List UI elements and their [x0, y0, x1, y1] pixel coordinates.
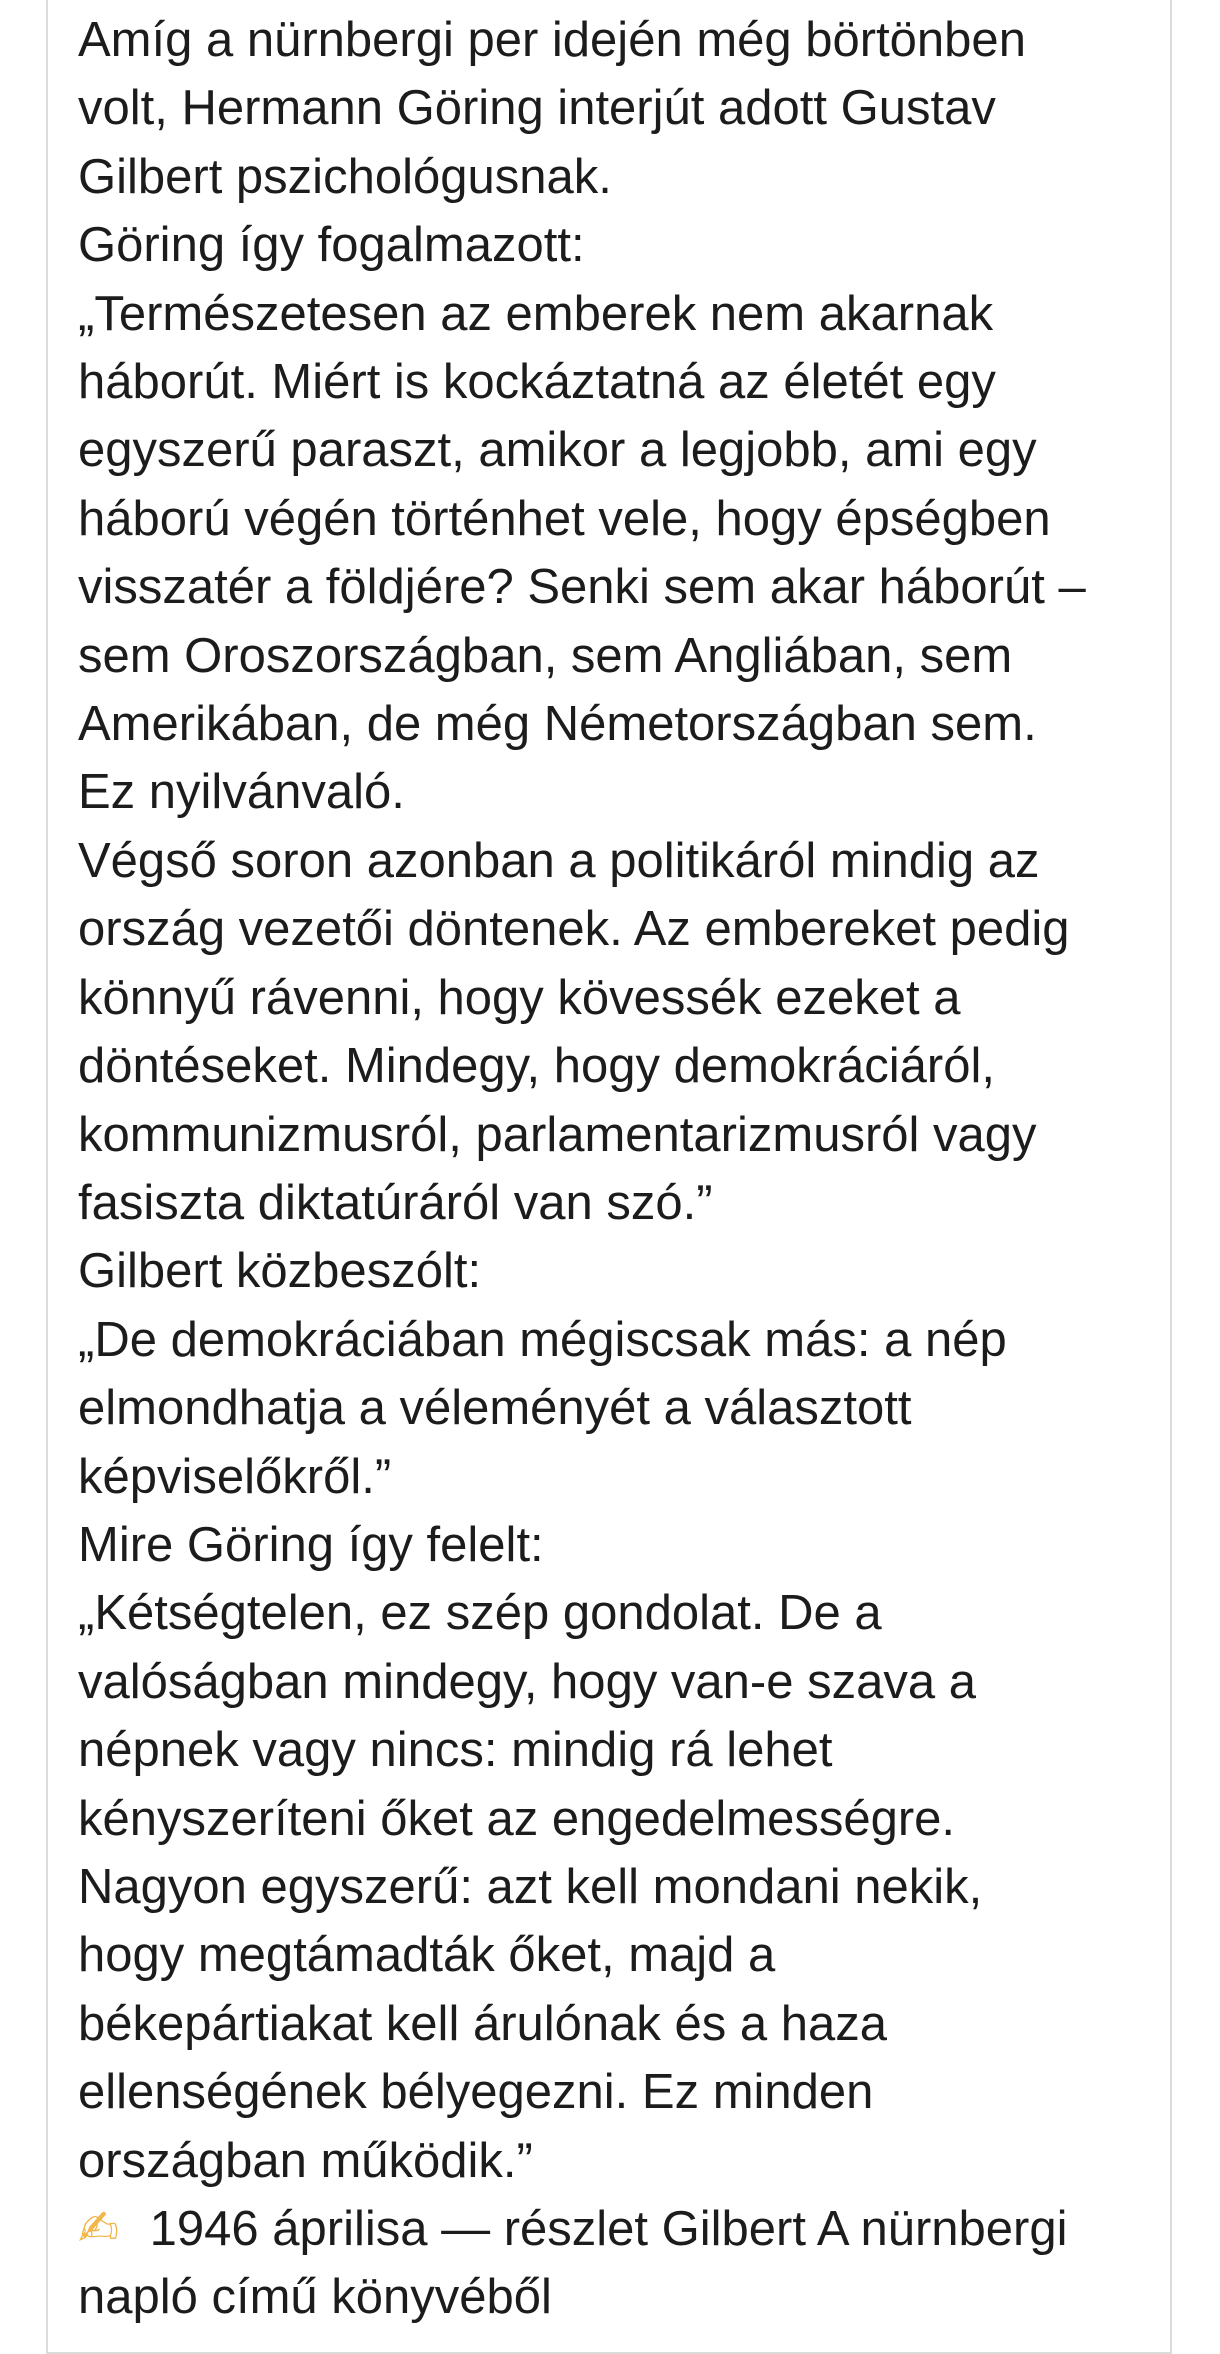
post-line: sem Oroszországban, sem Angliában, sem — [78, 628, 1013, 683]
post-line: egyszerű paraszt, amikor a legjobb, ami egy — [78, 423, 1037, 478]
post-line: népnek vagy nincs: mindig rá lehet — [78, 1723, 833, 1778]
post-text — [78, 6, 1188, 2332]
post-line: Nagyon egyszerű: azt kell mondani nekik, — [78, 1859, 983, 1914]
post-line: valóságban mindegy, hogy van-e szava a — [78, 1654, 976, 1709]
post-line: háború végén történhet vele, hogy épségben — [78, 491, 1051, 546]
post-line: „Kétségtelen, ez szép gondolat. De a — [78, 1586, 882, 1641]
post-line: háborút. Miért is kockáztatná az életét egy — [78, 355, 996, 410]
post-line: „De demokráciában mégiscsak más: a nép — [78, 1312, 1007, 1367]
post-line: Ez nyilvánvaló. — [78, 765, 405, 820]
signature-text: 1946 áprilisa — részlet Gilbert A nürnbergi — [149, 2202, 1068, 2256]
post-line: Gilbert pszichológusnak. — [78, 149, 612, 204]
post-line: Amíg a nürnbergi per idején még börtönben — [78, 13, 1026, 67]
post-line: „Természetesen az emberek nem akarnak — [78, 286, 994, 341]
post-line: ellenségének bélyegezni. Ez minden — [78, 2065, 874, 2120]
writing-hand-icon: ✍ — [78, 2200, 120, 2257]
post-line: könnyű rávenni, hogy kövessék ezeket a — [78, 970, 961, 1025]
post-line: kényszeríteni őket az engedelmességre. — [78, 1791, 956, 1846]
post-line: Mire Göring így felelt: — [78, 1517, 544, 1572]
post-line: Végső soron azonban a politikáról mindig az — [78, 833, 1040, 888]
post-line: Göring így fogalmazott: — [78, 218, 585, 273]
post-line: hogy megtámadták őket, majd a — [78, 1928, 776, 1983]
post-line: országban működik.” — [78, 2133, 533, 2188]
post-line: visszatér a földjére? Senki sem akar háborút – — [78, 560, 1086, 615]
post-line: döntéseket. Mindegy, hogy demokráciáról, — [78, 1039, 995, 1094]
signature-line: napló című könyvéből — [78, 2270, 552, 2325]
post-line: képviselőkről.” — [78, 1449, 392, 1504]
signature-line — [78, 2195, 1188, 2263]
post-line: kommunizmusról, parlamentarizmusról vagy — [78, 1107, 1037, 1162]
post-line: ország vezetői döntenek. Az embereket pedig — [78, 902, 1070, 957]
post-line: volt, Hermann Göring interjút adott Gustav — [78, 81, 996, 136]
post-line: békepártiakat kell árulónak és a haza — [78, 1996, 888, 2051]
post-line: Gilbert közbeszólt: — [78, 1244, 482, 1299]
post-line: Amerikában, de még Németországban sem. — [78, 697, 1037, 752]
post-line: fasiszta diktatúráról van szó.” — [78, 1175, 713, 1230]
post-line: elmondhatja a véleményét a választott — [78, 1381, 912, 1436]
